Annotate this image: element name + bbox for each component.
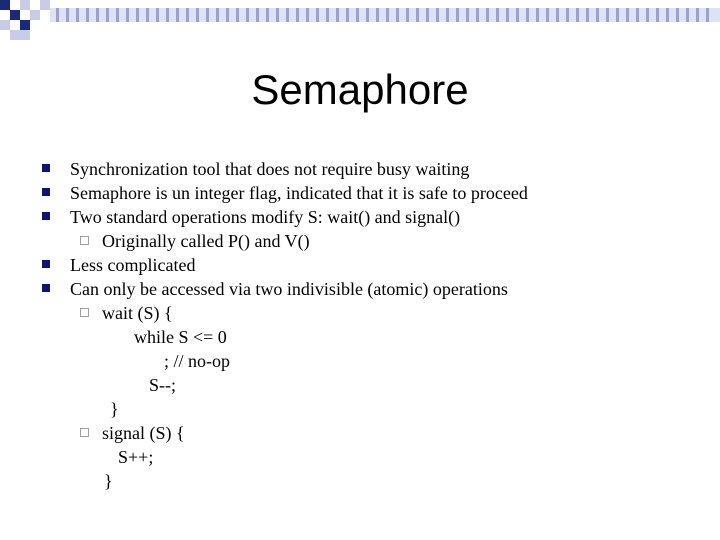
code-line: while S <= 0	[134, 327, 227, 347]
code-line: S++;	[118, 447, 154, 467]
bullet-marker	[42, 212, 50, 220]
code-line: S--;	[149, 375, 176, 395]
bullet-marker	[42, 164, 50, 172]
sub-bullet-text: Originally called P() and V()	[102, 231, 310, 251]
bullet-text: Two standard operations modify S: wait() and signal()	[70, 207, 461, 227]
sub-bullet-text: signal (S) {	[102, 423, 185, 443]
code-line: ; // no-op	[164, 351, 230, 371]
sub-bullet-marker	[80, 236, 89, 245]
sub-bullet-text: wait (S) {	[102, 303, 173, 323]
bullet-text: Synchronization tool that does not require busy waiting	[70, 159, 470, 179]
slide-title: Semaphore	[251, 66, 469, 113]
bullet-marker	[42, 260, 50, 268]
code-line: }	[104, 471, 113, 491]
bullet-text: Can only be accessed via two indivisible (atomic) operations	[70, 279, 508, 299]
sub-bullet-marker	[80, 308, 89, 317]
bullet-text: Less complicated	[70, 255, 196, 275]
bullet-marker	[42, 284, 50, 292]
decorative-header-pattern	[0, 0, 720, 48]
code-line: }	[110, 399, 119, 419]
bullet-marker	[42, 188, 50, 196]
sub-bullet-marker	[80, 428, 89, 437]
bullet-text: Semaphore is un integer flag, indicated that it is safe to proceed	[70, 183, 528, 203]
